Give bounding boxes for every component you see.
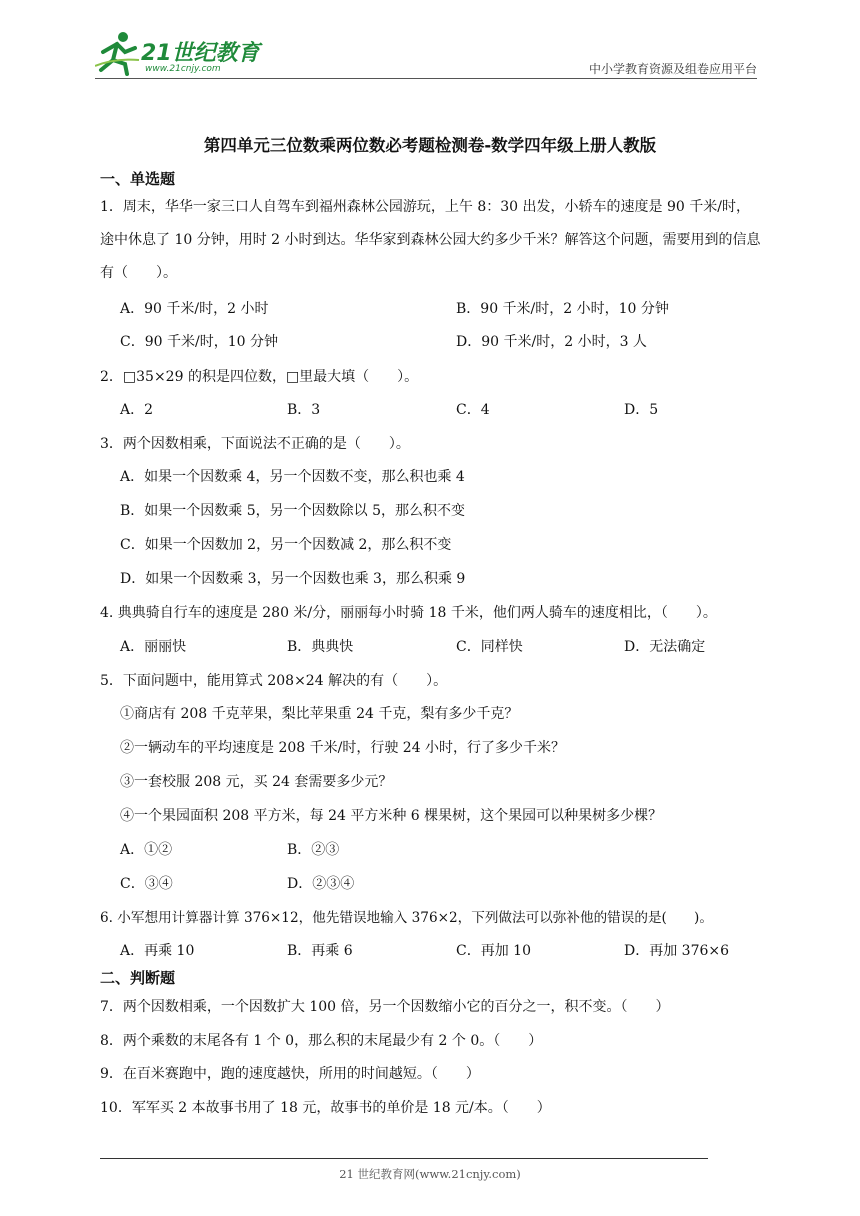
question-7: 7．两个因数相乘，一个因数扩大 100 倍，另一个因数缩小它的百分之一，积不变。（ ）: [100, 999, 670, 1015]
q6-option-a[interactable]: A．再乘 10: [120, 943, 195, 959]
q4-option-c[interactable]: C．同样快: [456, 639, 523, 655]
question-1-stem: 1．周末，华华一家三口人自驾车到福州森林公园游玩，上午 8：30 出发，小轿车的速度是 90 千米/时，途中休息了 10 分钟，用时 2 小时到达。华华家到森林公园大约多少千米？解答这个问题，需要用到的信息有（ ）。: [100, 199, 761, 281]
section-heading-single-choice: 一、单选题: [100, 170, 176, 188]
q2-option-d[interactable]: D．5: [624, 402, 659, 418]
q3-option-b[interactable]: B．如果一个因数乘 5，另一个因数除以 5，那么积不变: [120, 503, 466, 519]
q3-option-d[interactable]: D．如果一个因数乘 3，另一个因数也乘 3，那么积乘 9: [120, 571, 466, 587]
q5-option-c[interactable]: C．③④: [120, 876, 173, 892]
q6-option-d[interactable]: D．再加 376×6: [624, 943, 730, 959]
runner-logo-icon: [95, 30, 141, 76]
q3-option-a[interactable]: A．如果一个因数乘 4，另一个因数不变，那么积也乘 4: [120, 469, 465, 485]
q1-option-a[interactable]: A．90 千米/时，2 小时: [120, 301, 269, 317]
question-8: 8．两个乘数的末尾各有 1 个 0，那么积的末尾最少有 2 个 0。（ ）: [100, 1033, 543, 1049]
header-divider: [95, 78, 757, 79]
q5-option-a[interactable]: A．①②: [120, 842, 173, 858]
site-logo[interactable]: [95, 28, 265, 76]
q4-option-d[interactable]: D．无法确定: [624, 639, 706, 655]
footer-divider: [100, 1158, 708, 1159]
q1-option-c[interactable]: C．90 千米/时，10 分钟: [120, 334, 278, 350]
page-header: [95, 28, 757, 80]
q2-option-c[interactable]: C．4: [456, 402, 490, 418]
q5-item-3: ③一套校服 208 元，买 24 套需要多少元？: [120, 774, 393, 790]
question-3-stem: 3．两个因数相乘，下面说法不正确的是（ ）。: [100, 436, 410, 452]
q1-option-d[interactable]: D．90 千米/时，2 小时，3 人: [456, 334, 647, 350]
q5-option-b[interactable]: B．②③: [287, 842, 340, 858]
platform-name: 中小学教育资源及组卷应用平台: [588, 62, 757, 76]
question-2-stem: 2．□35×29 的积是四位数，□里最大填（ ）。: [100, 369, 419, 385]
q5-item-4: ④一个果园面积 208 平方米，每 24 平方米种 6 棵果树，这个果园可以种果树多少棵？: [120, 808, 663, 824]
logo-text: 21世纪教育: [141, 41, 260, 66]
q6-option-b[interactable]: B．再乘 6: [287, 943, 353, 959]
question-4-stem: 4. 典典骑自行车的速度是 280 米/分，丽丽每小时骑 18 千米，他们两人骑车的速度相比，（ ）。: [100, 605, 717, 621]
logo-url: www.21cnjy.com: [145, 64, 221, 74]
section-heading-true-false: 二、判断题: [100, 969, 176, 987]
q2-option-b[interactable]: B．3: [287, 402, 321, 418]
q5-option-d[interactable]: D．②③④: [287, 876, 355, 892]
question-9: 9．在百米赛跑中，跑的速度越快，所用的时间越短。（ ）: [100, 1066, 480, 1082]
page-footer[interactable]: 21 世纪教育网(www.21cnjy.com): [339, 1167, 521, 1181]
question-5-stem: 5．下面问题中，能用算式 208×24 解决的有（ ）。: [100, 673, 448, 689]
question-10: 10．军军买 2 本故事书用了 18 元，故事书的单价是 18 元/本。（ ）: [100, 1100, 551, 1116]
question-6-stem: 6. 小军想用计算器计算 376×12，他先错误地输入 376×2，下列做法可以弥补他的错误的是( )。: [100, 910, 713, 926]
q4-option-a[interactable]: A．丽丽快: [120, 639, 187, 655]
q1-option-b[interactable]: B．90 千米/时，2 小时，10 分钟: [456, 301, 669, 317]
q3-option-c[interactable]: C．如果一个因数加 2，另一个因数减 2，那么积不变: [120, 537, 452, 553]
q4-option-b[interactable]: B．典典快: [287, 639, 354, 655]
q6-option-c[interactable]: C．再加 10: [456, 943, 531, 959]
q5-item-1: ①商店有 208 千克苹果，梨比苹果重 24 千克，梨有多少千克？: [120, 706, 519, 722]
q5-item-2: ②一辆动车的平均速度是 208 千米/时，行驶 24 小时，行了多少千米？: [120, 740, 566, 756]
page-title: 第四单元三位数乘两位数必考题检测卷-数学四年级上册人教版: [203, 136, 657, 155]
q2-option-a[interactable]: A．2: [120, 402, 154, 418]
